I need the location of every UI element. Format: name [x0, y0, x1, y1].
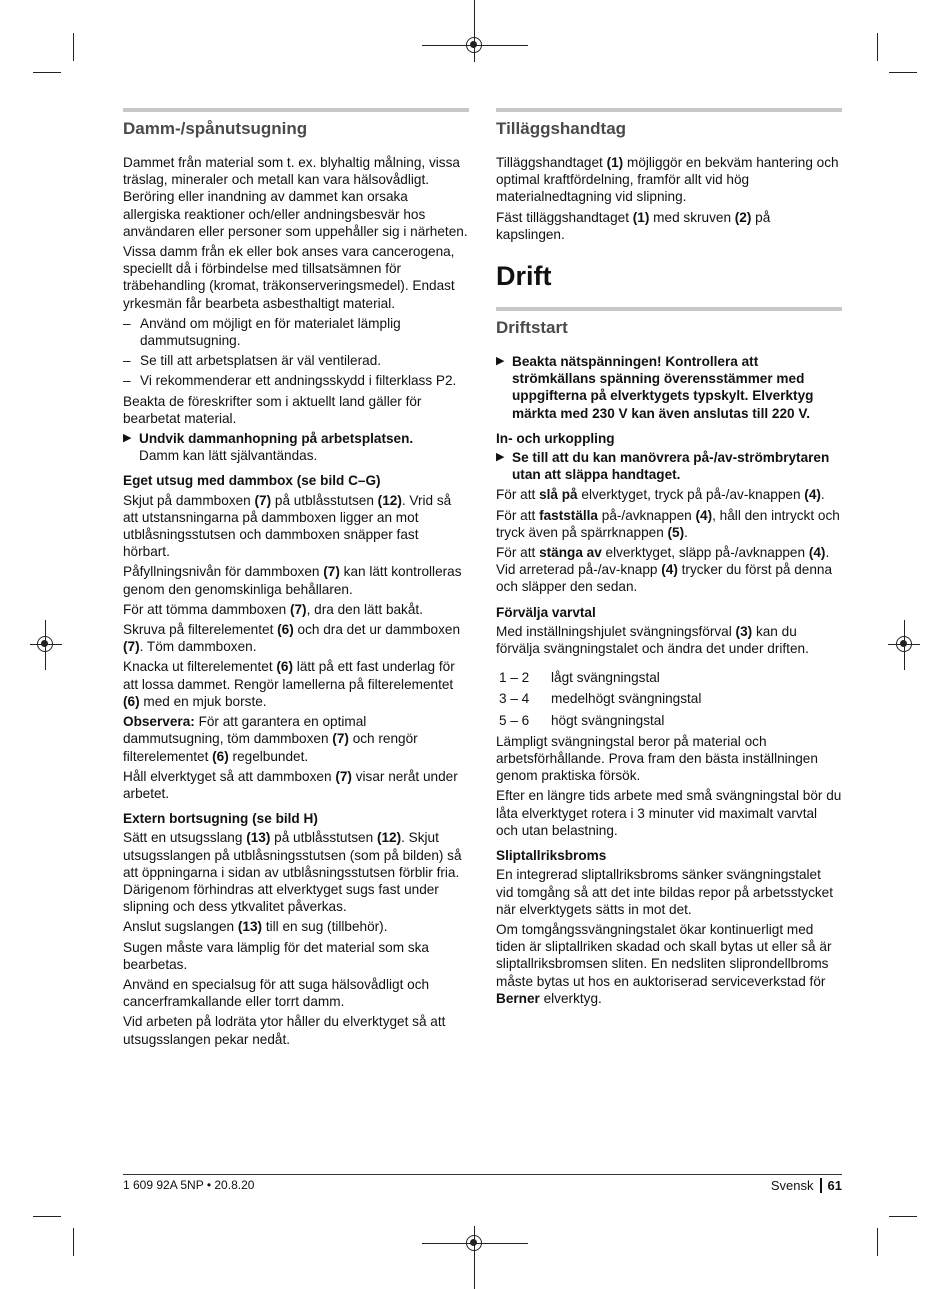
speed-table-row: [496, 712, 842, 729]
paragraph: Knacka ut filterelementet (6) lätt på ett fast underlag för att lossa dammet. Rengör lamellerna på filterelementet (6) med en mjuk borste.: [123, 659, 455, 709]
list-item: [123, 352, 469, 369]
paragraph: Om tomgångssvängningstalet ökar kontinuerligt med tiden är sliptallriken skadad och skall bytas ut eller så är sliptallriksbromsen sliten. En nedsliten sliprondellbroms måste bytas ut hos en auktoriserad serviceverkstad för Berner elverktyg.: [496, 921, 832, 1006]
left-column: [123, 108, 469, 1051]
paragraph: Efter en längre tids arbete med små svängningstal bör du låta elverktyget rotera i 3 minuter vid maximalt varvtal och utan belastning.: [496, 788, 842, 838]
list-item: [123, 315, 469, 349]
registration-target-bottom-icon: [466, 1235, 482, 1251]
paragraph: Dammet från material som t. ex. blyhaltig målning, vissa träslag, mineraler och metall kan vara hälsovådligt. Beröring eller inandning av dammet kan orsaka allergiska reaktioner och/eller andningsbesvär hos användaren eller personer som uppehåller sig i närheten.: [123, 155, 468, 239]
speed-range: 3 – 4: [499, 691, 530, 707]
subheading-switching: In- och urkoppling: [496, 430, 615, 446]
paragraph: Skjut på dammboxen (7) på utblåsstutsen (12). Vrid så att utstansningarna på dammboxen ligger an mot utblåsningsstutsen och dammboxen snäpper fast hörbart.: [123, 492, 452, 560]
registration-target-top-icon: [466, 37, 482, 53]
speed-range: 1 – 2: [499, 670, 530, 686]
section-heading-starting: Driftstart: [496, 307, 842, 339]
safety-warning: [123, 430, 469, 464]
speed-table-row: [496, 690, 842, 707]
crop-mark-bottom-right-v: [877, 1228, 878, 1256]
dash-marker: –: [123, 315, 131, 331]
paragraph: För att stänga av elverktyget, släpp på-/avknappen (4). Vid arreterad på-/av-knapp (4) trycker du först på denna och släpper den sedan.: [496, 545, 833, 595]
warning-bold-text: Undvik dammanhopning på arbetsplatsen.: [139, 431, 414, 447]
safety-warning: [496, 449, 842, 483]
paragraph: Lämpligt svängningstal beror på material och arbetsförhållande. Prova fram den bästa inställningen genom praktiska försök.: [496, 733, 818, 784]
paragraph: Sugen måste vara lämplig för det material som ska bearbetas.: [123, 939, 429, 972]
speed-range: 5 – 6: [499, 712, 530, 728]
list-item: [123, 372, 469, 389]
crop-mark-bottom-left-v: [73, 1228, 74, 1256]
subheading-speed-preselection: Förvälja varvtal: [496, 604, 596, 620]
speed-label: lågt svängningstal: [551, 670, 660, 686]
paragraph: Med inställningshjulet svängningsförval (3) kan du förvälja svängningstalet och ändra det under driften.: [496, 623, 809, 657]
crop-mark-bottom-left-h: [33, 1216, 61, 1217]
crop-mark-top-left-h: [33, 72, 61, 73]
paragraph: Använd en specialsug för att suga hälsovådligt och cancerframkallande eller torrt damm.: [123, 976, 430, 1010]
crop-mark-top-left-v: [73, 33, 74, 61]
subheading-dustbox: Eget utsug med dammbox (se bild C–G): [123, 473, 381, 489]
triangle-bullet-icon: ▶: [496, 451, 505, 464]
section-heading-auxiliary-handle: Tilläggshandtag: [496, 108, 842, 140]
crop-mark-top-right-v: [877, 33, 878, 61]
dash-marker: –: [123, 353, 131, 369]
paragraph: För att slå på elverktyget, tryck på på-/av-knappen (4).: [496, 487, 825, 503]
paragraph: Påfyllningsnivån för dammboxen (7) kan lätt kontrolleras genom den genomskinliga behållaren.: [123, 564, 462, 597]
footer-divider: [123, 1174, 842, 1175]
speed-table-row: [496, 669, 842, 686]
triangle-bullet-icon: ▶: [496, 355, 505, 368]
list-item-text: Vi rekommenderar ett andningsskydd i filterklass P2.: [140, 373, 457, 389]
speed-label: högt svängningstal: [551, 712, 665, 728]
paragraph: Anslut sugslangen (13) till en sug (tillbehör).: [123, 919, 388, 935]
footer-document-code: 1 609 92A 5NP • 20.8.20: [123, 1178, 255, 1192]
footer-language: Svensk: [770, 1178, 814, 1193]
paragraph: En integrerad sliptallriksbroms sänker svängningstalet vid tomgång så att det inte bildas repor på arbetsstycket när elverktygets sätts in mot det.: [496, 867, 834, 917]
list-item-text: Använd om möjligt en för materialet lämplig dammutsugning.: [140, 315, 401, 349]
registration-target-right-icon: [896, 636, 912, 652]
crop-mark-top-right-h: [889, 72, 917, 73]
list-item-text: Se till att arbetsplatsen är väl ventilerad.: [140, 353, 382, 369]
footer-page-info: [771, 1178, 842, 1193]
dash-marker: –: [123, 373, 131, 389]
registration-target-left-icon: [37, 636, 53, 652]
paragraph: Sätt en utsugsslang (13) på utblåsstutsen (12). Skjut utsugsslangen på utblåsningsstutsen (som på bilden) så att öppningarna i sidan av utblåsningsstutsen förblir fria. Därigenom förhindras att elverktyget sugs fast under slipning och dess ytkvalitet påverkas.: [123, 830, 462, 915]
crop-mark-bottom-right-h: [889, 1216, 917, 1217]
subheading-pad-brake: Sliptallriksbroms: [496, 848, 607, 864]
chapter-title: Drift: [496, 261, 552, 292]
page-number: 61: [820, 1178, 842, 1193]
paragraph: För att fastställa på-/avknappen (4), håll den intryckt och tryck även på spärrknappen (5).: [496, 507, 840, 540]
safety-warning: [496, 353, 842, 422]
paragraph: Skruva på filterelementet (6) och dra det ur dammboxen (7). Töm dammboxen.: [123, 622, 461, 655]
paragraph: Håll elverktyget så att dammboxen (7) visar neråt under arbetet.: [123, 768, 458, 801]
paragraph: Tilläggshandtaget (1) möjliggör en bekväm hantering och optimal kraftfördelning, framför allt vid hög materialnedtagning vid slipning.: [496, 155, 839, 205]
paragraph: Observera: För att garantera en optimal dammutsugning, töm dammboxen (7) och rengör filterelementet (6) regelbundet.: [123, 714, 418, 764]
warning-bold-text: Beakta nätspänningen! Kontrollera att strömkällans spänning överensstämmer med uppgifterna på elverktygets typskylt. Elverktyg märkta med 230 V kan även anslutas till 220 V.: [512, 354, 814, 421]
section-heading-dust-extraction: Damm-/spånutsugning: [123, 108, 469, 140]
paragraph: Vissa damm från ek eller bok anses vara cancerogena, speciellt då i förbindelse med tillsatsämnen för träbehandling (kromat, träkonserveringsmedel). Endast yrkesmän får bearbeta asbesthaltigt material.: [123, 244, 455, 311]
paragraph: Fäst tilläggshandtaget (1) med skruven (2) på kapslingen.: [496, 209, 771, 242]
paragraph: Beakta de föreskrifter som i aktuellt land gäller för bearbetat material.: [123, 393, 422, 426]
paragraph: För att tömma dammboxen (7), dra den lätt bakåt.: [123, 601, 423, 617]
warning-bold-text: Se till att du kan manövrera på-/av-strömbrytaren utan att släppa handtaget.: [512, 450, 830, 483]
triangle-bullet-icon: ▶: [123, 432, 132, 445]
speed-label: medelhögt svängningstal: [551, 691, 702, 707]
right-column: [496, 108, 842, 1010]
warning-text: Damm kan lätt självantändas.: [139, 448, 318, 464]
paragraph: Vid arbeten på lodräta ytor håller du elverktyget så att utsugsslangen pekar nedåt.: [123, 1014, 446, 1047]
subheading-external-extraction: Extern bortsugning (se bild H): [123, 811, 318, 827]
